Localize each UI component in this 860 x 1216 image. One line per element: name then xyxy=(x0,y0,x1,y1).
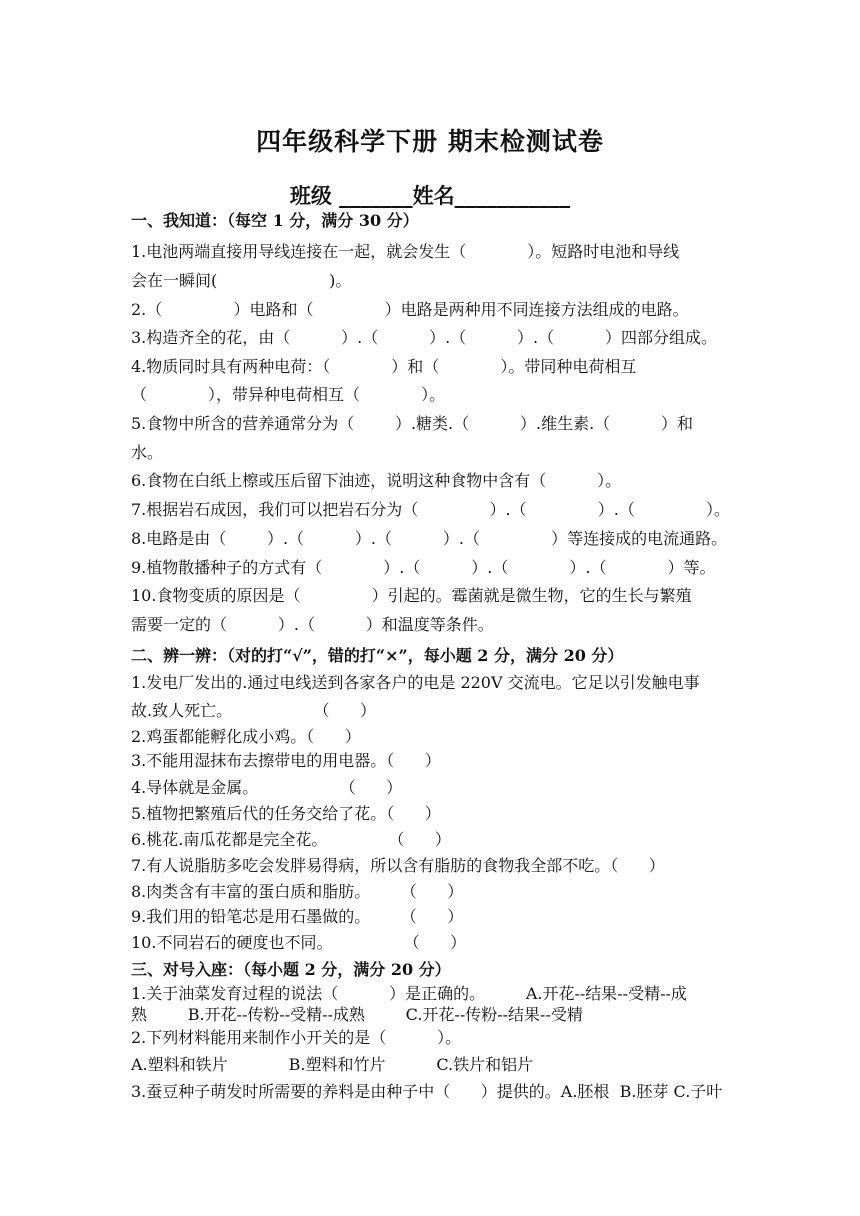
question-line: 8.电路是由（ ）.（ ）.（ ）.（ ）等连接成的电流通路。 xyxy=(131,529,728,548)
question-line: 3.蚕豆种子萌发时所需要的养料是由种子中（ ）提供的。A.胚根 B.胚芽 C.子叶 xyxy=(131,1082,723,1101)
question-line: 2.鸡蛋都能孵化成小鸡。（ ） xyxy=(131,727,361,746)
question-line: 5.植物把繁殖后代的任务交给了花。（ ） xyxy=(131,804,441,823)
question-line: 10.不同岩石的硬度也不同。 （ ） xyxy=(131,933,467,952)
question-line: 4.导体就是金属。 （ ） xyxy=(131,778,403,797)
question-line: 水。 xyxy=(131,443,164,462)
question-line: 3.不能用湿抹布去擦带电的用电器。（ ） xyxy=(131,751,441,770)
question-line: 8.肉类含有丰富的蛋白质和脂肪。 （ ） xyxy=(131,882,464,901)
question-line: 4.物质同时具有两种电荷：（ ）和（ ）。带同种电荷相互 xyxy=(131,357,637,376)
question-line: 6.桃花.南瓜花都是完全花。 （ ） xyxy=(131,830,451,849)
question-line: 熟 B.开花--传粉--受精--成熟 C.开花--传粉--结果--受精 xyxy=(131,1005,583,1024)
question-line: 3.构造齐全的花，由（ ）.（ ）.（ ）.（ ）四部分组成。 xyxy=(131,328,717,347)
question-line: 需要一定的（ ）.（ ）和温度等条件。 xyxy=(131,615,494,634)
question-line: 1.发电厂发出的.通过电线送到各家各户的电是 220V 交流电。它足以引发触电事 xyxy=(131,673,700,692)
question-line: 5.食物中所含的营养通常分为（ ）.糖类.（ ）.维生素.（ ）和 xyxy=(131,414,694,433)
question-line: （ ），带异种电荷相互（ ）。 xyxy=(131,385,446,404)
question-line: 6.食物在白纸上檫或压后留下油迹，说明这种食物中含有（ ）。 xyxy=(131,471,622,490)
question-line: 9.植物散播种子的方式有（ ）.（ ）.（ ）.（ ）等。 xyxy=(131,558,716,577)
question-line: 2.下列材料能用来制作小开关的是（ ）。 xyxy=(131,1028,462,1047)
section-3-heading: 三、对号入座：（每小题 2 分，满分 20 分） xyxy=(131,960,451,979)
question-line: 10.食物变质的原因是（ ）引起的。霉菌就是微生物，它的生长与繁殖 xyxy=(131,586,692,605)
question-line: 1.关于油菜发育过程的说法（ ）是正确的。 A.开花--结果--受精--成 xyxy=(131,984,687,1003)
section-2-heading: 二、辨一辨：（对的打“√”，错的打“×”，每小题 2 分，满分 20 分） xyxy=(131,646,624,665)
question-line: 2.（ ）电路和（ ）电路是两种用不同连接方法组成的电路。 xyxy=(131,300,689,319)
page-title: 四年级科学下册 期末检测试卷 xyxy=(256,127,604,156)
section-1-heading: 一、我知道：（每空 1 分，满分 30 分） xyxy=(131,211,419,230)
question-line: 故.致人死亡。 （ ） xyxy=(131,701,376,720)
question-line: 会在一瞬间( )。 xyxy=(131,271,352,290)
question-line: 9.我们用的铅笔芯是用石墨做的。 （ ） xyxy=(131,907,464,926)
question-line: A.塑料和铁片 B.塑料和竹片 C.铁片和铝片 xyxy=(131,1055,534,1074)
class-name-line: 班级 _______姓名___________ xyxy=(289,183,571,208)
question-line: 1.电池两端直接用导线连接在一起，就会发生（ ）。短路时电池和导线 xyxy=(131,242,680,261)
question-line: 7.根据岩石成因，我们可以把岩石分为（ ）.（ ）.（ ）。 xyxy=(131,500,731,519)
question-line: 7.有人说脂肪多吃会发胖易得病，所以含有脂肪的食物我全部不吃。（ ） xyxy=(131,856,665,875)
